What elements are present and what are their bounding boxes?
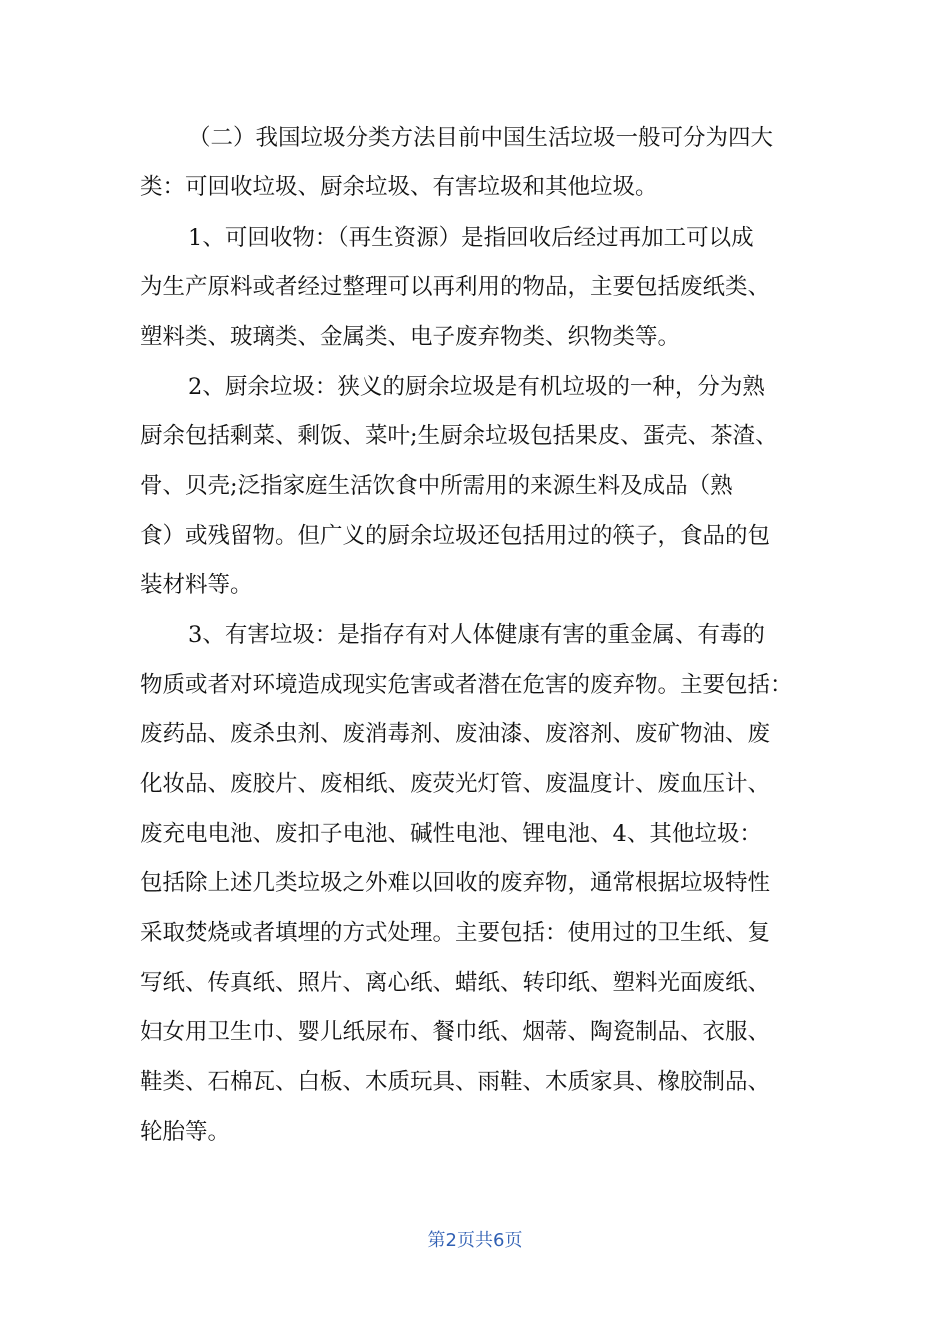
- paragraph-4-line-5: 废充电电池、废扣子电池、碱性电池、锂电池、4、其他垃圾：: [140, 821, 762, 847]
- paragraph-4-line-1: 3、有害垃圾：是指存有对人体健康有害的重金属、有毒的: [188, 622, 765, 648]
- paragraph-2-line-1: 1、可回收物：（再生资源）是指回收后经过再加工可以成: [188, 225, 754, 251]
- paragraph-4-line-9: 妇女用卫生巾、婴儿纸尿布、餐巾纸、烟蒂、陶瓷制品、衣服、: [140, 1019, 771, 1045]
- paragraph-4-line-10: 鞋类、石棉瓦、白板、木质玩具、雨鞋、木质家具、橡胶制品、: [140, 1069, 771, 1095]
- paragraph-3-line-2: 厨余包括剩菜、剩饭、菜叶;生厨余垃圾包括果皮、蛋壳、茶渣、: [140, 423, 778, 449]
- paragraph-4-line-11: 轮胎等。: [140, 1119, 231, 1145]
- paragraph-4-line-8: 写纸、传真纸、照片、离心纸、蜡纸、转印纸、塑料光面废纸、: [140, 970, 771, 996]
- paragraph-4-line-2: 物质或者对环境造成现实危害或者潜在危害的废弃物。主要包括：: [140, 672, 793, 698]
- paragraph-1-line-2: 类：可回收垃圾、厨余垃圾、有害垃圾和其他垃圾。: [140, 174, 658, 200]
- paragraph-3-line-3: 骨、贝壳;泛指家庭生活饮食中所需用的来源生料及成品（熟: [140, 473, 733, 499]
- paragraph-4-line-3: 废药品、废杀虫剂、废消毒剂、废油漆、废溶剂、废矿物油、废: [140, 721, 771, 747]
- paragraph-4-line-6: 包括除上述几类垃圾之外难以回收的废弃物，通常根据垃圾特性: [140, 870, 771, 896]
- paragraph-3-line-5: 装材料等。: [140, 572, 253, 598]
- paragraph-3-line-4: 食）或残留物。但广义的厨余垃圾还包括用过的筷子，食品的包: [140, 523, 771, 549]
- paragraph-4-line-7: 采取焚烧或者填埋的方式处理。主要包括：使用过的卫生纸、复: [140, 920, 771, 946]
- paragraph-2-line-2: 为生产原料或者经过整理可以再利用的物品，主要包括废纸类、: [140, 274, 771, 300]
- paragraph-1-line-1: （二）我国垃圾分类方法目前中国生活垃圾一般可分为四大: [188, 125, 774, 151]
- paragraph-4-line-4: 化妆品、废胶片、废相纸、废荧光灯管、废温度计、废血压计、: [140, 771, 771, 797]
- page-number-footer: 第2页共6页: [427, 1230, 523, 1251]
- paragraph-2-line-3: 塑料类、玻璃类、金属类、电子废弃物类、织物类等。: [140, 324, 681, 350]
- paragraph-3-line-1: 2、厨余垃圾：狭义的厨余垃圾是有机垃圾的一种，分为熟: [188, 374, 765, 400]
